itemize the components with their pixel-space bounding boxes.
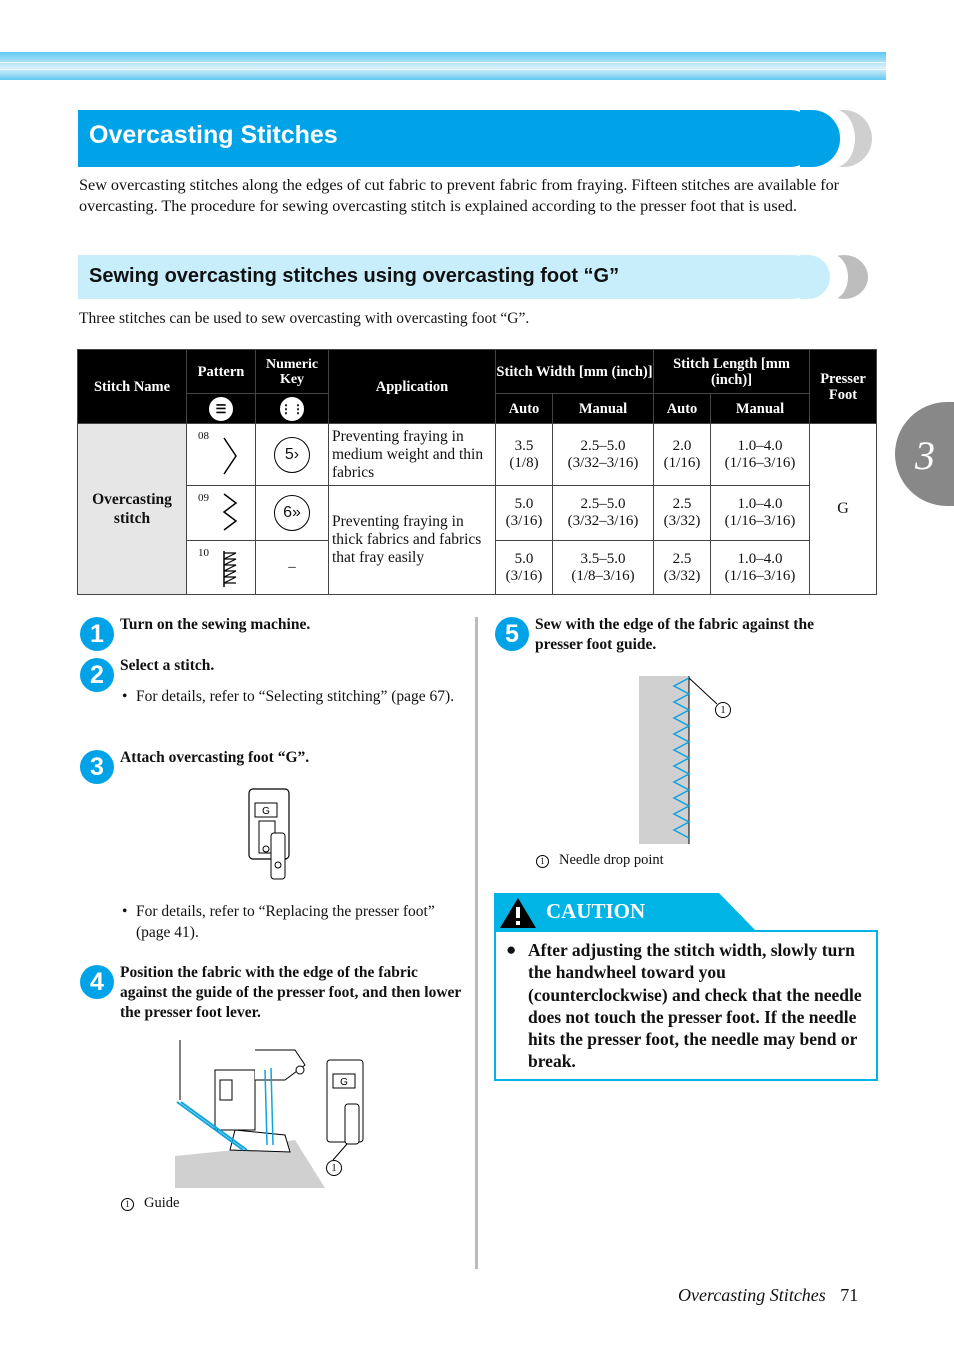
table-row: Overcasting stitch 08 5› Preventing fraying in medium weight and thin fabrics 3.5 (1/8) 2.5–5.0 (3/32–3/16) 2.0 (1/16) 1.0–4.0 (1/16–3/16) G: [78, 424, 877, 486]
step-4-text: Position the fabric with the edge of the fabric against the guide of the presser foot, and then lower the presser foot lever.: [120, 964, 461, 1021]
caution-bullet-icon: ●: [506, 940, 517, 959]
header-application: Application: [329, 350, 496, 424]
page-footer: [678, 1285, 858, 1306]
subsection-title: Sewing overcasting stitches using overcasting foot “G”: [89, 265, 620, 287]
step-2-icon: 2: [80, 658, 114, 692]
header-band: [0, 52, 886, 80]
step-1-text: Turn on the sewing machine.: [120, 616, 311, 633]
step-5-text: Sew with the edge of the fabric against the presser foot guide.: [535, 616, 814, 653]
positioning-fabric-illustration: [175, 1040, 375, 1188]
section-title-bar: [78, 110, 818, 167]
step-3-icon: 3: [80, 750, 114, 784]
caution-text: After adjusting the stitch width, slowly turn the handwheel toward you (counterclockwise) and check that the needle does not touch the presser foot. If the needle hits the presser foot, the needle may bend or break.: [528, 940, 862, 1072]
table-row: 09 6» Preventing fraying in thick fabrics and fabrics that fray easily 5.0 (3/16) 2.5–5.0 (3/32–3/16) 2.5 (3/32) 1.0–4.0 (1/16–3/16): [78, 486, 877, 541]
chapter-tab: 3: [895, 402, 954, 506]
header-stitch-length: Stitch Length [mm (inch)]: [654, 350, 810, 394]
overcasting-foot-g-illustration: [245, 787, 295, 885]
needle-drop-callout: 1: [715, 702, 731, 718]
header-presser-foot: Presser Foot: [810, 350, 877, 424]
needle-drop-illustration: [637, 674, 737, 846]
svg-text:G: G: [340, 1077, 348, 1088]
numeric-key-10-cell: –: [256, 541, 329, 595]
header-stitch-width: Stitch Width [mm (inch)]: [496, 350, 654, 394]
intro-paragraph: Sew overcasting stitches along the edges of cut fabric to prevent fabric from fraying. Fifteen stitches are available for overcasting. The procedure for sewing overcasting stitch is explained according to the presser foot that is used.: [79, 176, 840, 215]
stitch-pattern-09-icon: [220, 492, 240, 536]
needle-drop-caption: 1 Needle drop point: [536, 852, 664, 869]
pattern-key-icon: ☰: [207, 395, 235, 423]
step-5-icon: 5: [495, 617, 529, 651]
step-3-text: Attach overcasting foot “G”.: [120, 749, 310, 766]
step-2-text: Select a stitch.: [120, 657, 215, 674]
stitch-table: [77, 349, 877, 595]
footer-title: Overcasting Stitches: [678, 1285, 826, 1305]
section-title: Overcasting Stitches: [89, 121, 338, 149]
step-3-bullet: • For details, refer to “Replacing the presser foot” (page 41).: [122, 903, 435, 941]
step-1-icon: 1: [80, 617, 114, 651]
column-divider: [475, 617, 478, 1269]
guide-caption: 1 Guide: [121, 1195, 179, 1212]
presser-foot-cell: G: [810, 424, 877, 595]
header-width-manual: Manual: [553, 394, 654, 424]
header-width-auto: Auto: [496, 394, 553, 424]
subsection-text: Three stitches can be used to sew overcasting with overcasting foot “G”.: [79, 310, 530, 327]
step-2-bullet: • For details, refer to “Selecting stitching” (page 67).: [122, 688, 455, 705]
caution-title: CAUTION: [546, 899, 646, 923]
header-length-manual: Manual: [711, 394, 810, 424]
header-pattern: Pattern: [187, 350, 256, 394]
page-number: 71: [840, 1285, 859, 1305]
guide-callout: 1: [326, 1160, 342, 1176]
application-cell: Preventing fraying in medium weight and thin fabrics: [329, 424, 496, 486]
stitch-name-cell: Overcasting stitch: [78, 424, 187, 595]
header-length-auto: Auto: [654, 394, 711, 424]
svg-text:G: G: [262, 806, 270, 817]
application-cell: Preventing fraying in thick fabrics and fabrics that fray easily: [329, 486, 496, 595]
step-4-icon: 4: [80, 965, 114, 999]
table-row: 10 – 5.0 (3/16) 3.5–5.0 (1/8–3/16) 2.5 (3/32) 1.0–4.0 (1/16–3/16): [78, 541, 877, 595]
numeric-key-09-icon: 6»: [274, 495, 310, 531]
stitch-pattern-10-icon: [220, 549, 240, 589]
header-stitch-name: Stitch Name: [78, 350, 187, 424]
numeric-key-08-icon: 5›: [274, 437, 310, 473]
stitch-pattern-08-icon: [220, 436, 240, 476]
numeric-key-icon: ⋮⋮⋮: [278, 395, 306, 423]
header-numeric-key: Numeric Key: [256, 350, 329, 394]
subsection-title-bar: [78, 255, 815, 299]
caution-box: [494, 930, 878, 1081]
